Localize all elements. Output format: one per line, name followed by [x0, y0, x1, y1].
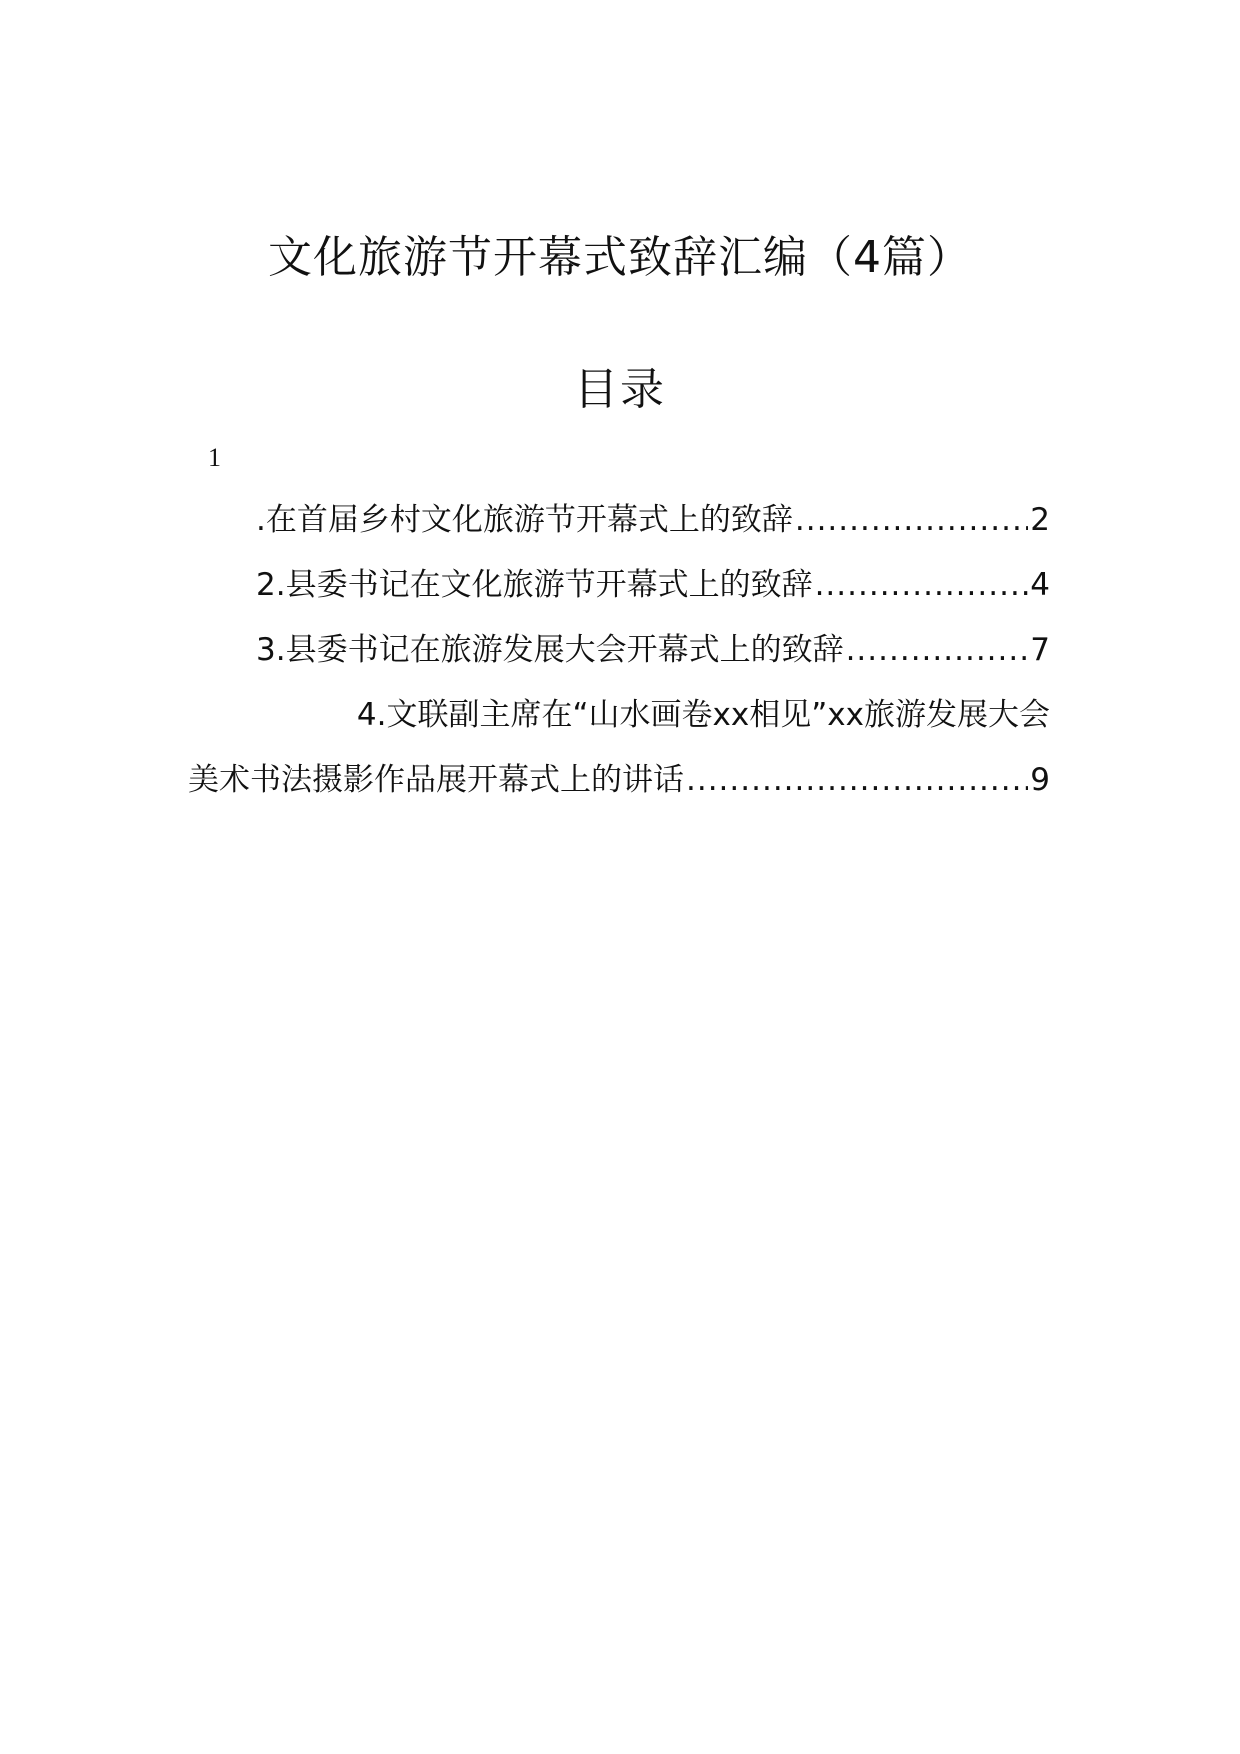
toc-entry-1[interactable] [256, 498, 1050, 542]
toc-entry-title: 2.县委书记在文化旅游节开幕式上的致辞 [256, 567, 813, 603]
toc-entry-4-line-1[interactable] [256, 693, 1050, 737]
toc-entry-title: .在首届乡村文化旅游节开幕式上的致辞 [256, 502, 793, 538]
dot-leader [795, 498, 1028, 542]
document-title: 文化旅游节开幕式致辞汇编（4篇） [268, 232, 972, 283]
toc-page-number: 4 [1030, 567, 1050, 603]
toc-entry-2[interactable] [256, 563, 1050, 607]
toc-entry-title-continued: 美术书法摄影作品展开幕式上的讲话 [188, 762, 684, 798]
stray-page-mark: 1 [208, 443, 221, 472]
toc-entry-title: 4.文联副主席在“山水画卷xx相见”xx旅游发展大会 [356, 697, 1050, 733]
toc-entry-title: 3.县委书记在旅游发展大会开幕式上的致辞 [256, 632, 844, 668]
dot-leader [686, 758, 1028, 802]
toc-page-number: 9 [1030, 762, 1050, 798]
toc-page-number: 2 [1030, 502, 1050, 538]
dot-leader [815, 563, 1029, 607]
dot-leader [846, 628, 1029, 672]
toc-page-number: 7 [1030, 632, 1050, 668]
toc-entry-3[interactable] [256, 628, 1050, 672]
toc-entry-4-line-2[interactable] [188, 758, 1050, 802]
toc-heading: 目录 [574, 364, 666, 415]
